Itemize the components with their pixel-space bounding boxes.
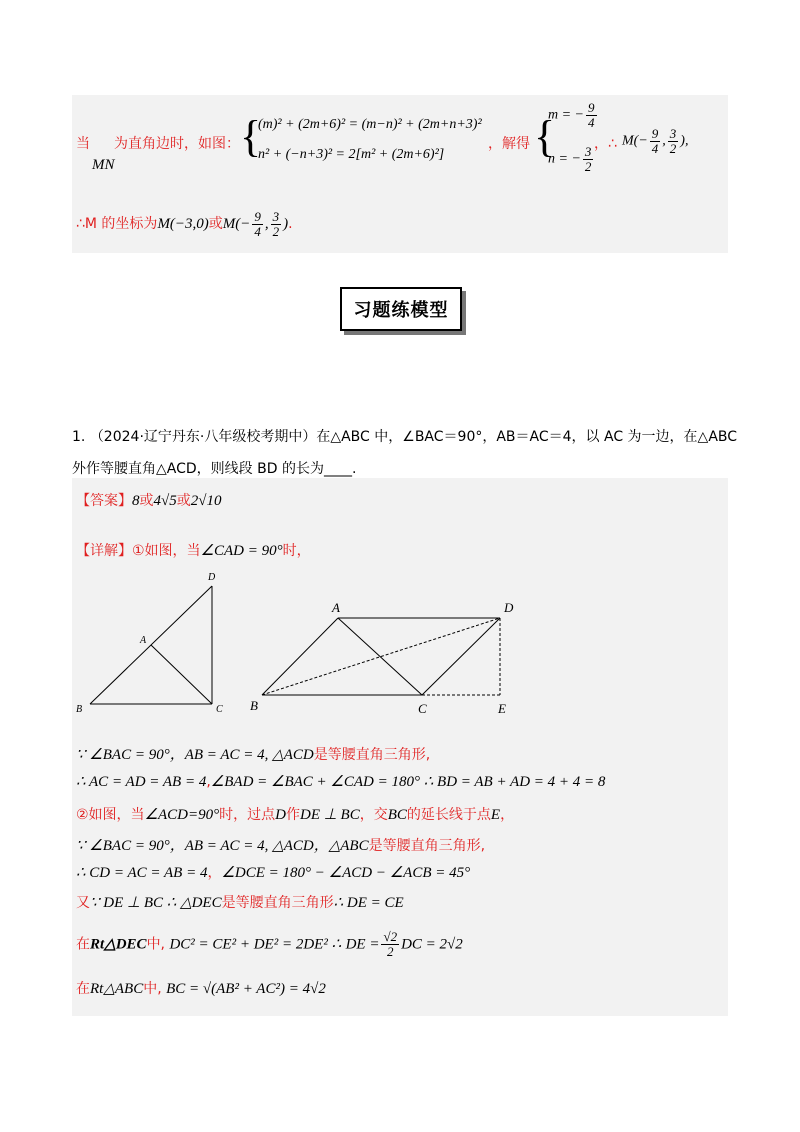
answer-3: 2√10 [190, 493, 222, 509]
l3-cond: ∠ACD=90° [144, 807, 220, 823]
sol-m-frac [586, 101, 597, 130]
l8-math: BC = √(AB² + AC²) = 4√2 [166, 981, 326, 997]
fig2-label-c: C [418, 701, 427, 716]
problem-source: （2024·辽宁丹东·八年级校考期中） [89, 429, 317, 445]
l8-rt: Rt△ABC [90, 981, 144, 997]
fig2-label-a: A [332, 600, 340, 615]
l3-e: E [490, 807, 501, 823]
sol-line-8 [76, 978, 326, 998]
m-point-den2: 2 [669, 141, 677, 156]
sol-line-1 [76, 743, 430, 764]
l3-post: 的延长线于点 [406, 807, 491, 823]
sol-n-den: 2 [584, 159, 592, 174]
dang-text: 当 [76, 136, 90, 152]
case1-post: 时， [282, 543, 311, 559]
solution-n [548, 145, 595, 174]
sol-line-2: ∴ AC = AD = AB = 4,∠BAD = ∠BAC + ∠CAD = 180° ∴ BD = AB + AD = 4 + 4 = 8 [76, 774, 606, 790]
detail-label: 【详解】 [76, 543, 132, 559]
fig1-label-b: B [76, 704, 83, 715]
problem-text-1: 在△ABC 中，∠BAC＝90°，AB＝AC＝4，以 AC 为一边，在△ABC [316, 429, 738, 445]
sol-m-num: 9 [588, 100, 595, 115]
m-point-letter: M [622, 133, 634, 149]
l1-math: ∵ ∠BAC = 90°，AB = AC = 4, △ACD [76, 747, 314, 763]
solution-box-top [72, 95, 728, 253]
equation-2: n² + (−n+3)² = 2[m² + (2m+6)²] [258, 147, 445, 162]
sol-n-text: n = − [548, 151, 581, 167]
sol-line-6 [76, 892, 404, 912]
l4-math: ∵ ∠BAC = 90°，AB = AC = 4, △ACD， [76, 838, 329, 854]
l6-pre: 又 [76, 895, 90, 911]
l5-math2: ∠DCE = 180° − ∠ACD − ∠ACB = 45° [221, 865, 471, 881]
sol-n-frac [583, 145, 594, 174]
l7-frac-den: 2 [387, 944, 394, 959]
coord-line [76, 210, 293, 239]
answer-2: 4√5 [153, 493, 177, 509]
l7-zai: 在 [76, 936, 90, 953]
equation-1: (m)² + (2m+6)² = (m−n)² + (2m+n+3)² [258, 117, 482, 132]
m-point-frac2 [668, 127, 679, 156]
section-title: 习题练模型 [353, 300, 449, 321]
l3-zuo: 作 [285, 807, 300, 823]
m-point-den1: 4 [651, 141, 659, 156]
answer-label: 【答案】 [76, 493, 132, 509]
left-brace-2: { [534, 112, 556, 161]
coord-2: M(− $\frac{9}{4}$ , $\frac{3}{2}$ ) [222, 209, 289, 239]
problem-number: 1. [72, 429, 86, 445]
fig2-label-b: B [250, 698, 258, 713]
l3-bc: BC [387, 807, 407, 823]
coord-prefix: ∴M 的坐标为 [76, 215, 158, 232]
sol-line-7 [76, 930, 463, 959]
l7-math2b: DC = 2√2 [401, 936, 463, 953]
sol-line-5: ∴ CD = AC = AB = 4，∠DCE = 180° − ∠ACD − ∠ACB = 45° [76, 865, 471, 881]
left-brace-1: { [240, 112, 262, 161]
l6-text: 是等腰直角三角形 [221, 895, 334, 911]
l2-math2: ∠BAD = ∠BAC + ∠CAD = 180° ∴ BD = AB + AD = 4 + 4 = 8 [210, 774, 606, 790]
l4-text: 是等腰直角三角形, [368, 838, 486, 854]
l3-pre: ②如图，当 [76, 807, 145, 823]
section-title-box [340, 287, 462, 331]
l3-jiao: ，交 [359, 807, 388, 823]
answer-or-2: 或 [176, 493, 191, 509]
l7-zhong: 中, [146, 936, 166, 953]
sol-line-3 [76, 804, 514, 824]
l7-math2a: DE = [345, 936, 380, 953]
sol-line-4 [76, 834, 485, 855]
l3-mid: 时，过点 [219, 807, 276, 823]
l7-math: DC² = CE² + DE² = 2DE² ∴ [169, 936, 342, 953]
coord-or: 或 [208, 215, 223, 232]
fig2-label-d: D [504, 600, 514, 615]
jiede-text: ，解得 [488, 136, 530, 152]
l6-math: ∵ DE ⊥ BC ∴ △DEC [90, 895, 222, 911]
l7-frac-num: √2 [383, 929, 398, 944]
fig2-label-e: E [498, 701, 506, 716]
answer-line [76, 490, 221, 510]
solution-box-main [72, 478, 728, 1016]
answer-1: 8 [132, 493, 140, 509]
coord-1: M(−3,0) [157, 215, 209, 232]
sol-m-text: m = − [548, 107, 585, 123]
mn-label: MN [92, 157, 115, 173]
l8-zhong: 中, [143, 981, 162, 997]
l3-perp: DE ⊥ BC [299, 807, 360, 823]
solution-m [548, 101, 599, 130]
l7-frac [381, 930, 399, 959]
m-point-frac1 [650, 127, 661, 156]
l6-math2: ∴ DE = CE [333, 895, 404, 911]
m-point-num2: 3 [669, 126, 677, 141]
sol-m-den: 4 [588, 115, 595, 130]
l2-math: ∴ AC = AD = AB = 4 [76, 774, 207, 790]
therefore-1: ，∴ [594, 136, 617, 152]
case1-pre: ①如图，当 [132, 543, 201, 559]
case1-cond: ∠CAD = 90° [200, 543, 283, 559]
problem-line-2: 外作等腰直角△ACD，则线段 BD 的长为____. [72, 461, 357, 477]
detail-line [76, 540, 311, 560]
m-point: M(− $\frac{9}{4}$ , $\frac{3}{2}$ ), [622, 126, 689, 156]
sol-n-num: 3 [584, 144, 592, 159]
l3-end: ， [500, 807, 515, 823]
l4-tri: △ABC [328, 838, 369, 854]
l1-text: 是等腰直角三角形, [313, 747, 431, 763]
l3-d: D [275, 807, 286, 823]
wei-text: 为直角边时，如图： [114, 136, 240, 152]
fig1-label-a: A [140, 635, 147, 646]
coord-period: . [288, 215, 293, 232]
l7-rt: Rt△DEC [90, 936, 147, 953]
m-point-num1: 9 [651, 126, 659, 141]
figure-2 [242, 598, 532, 718]
problem-line-1 [72, 426, 737, 446]
fig1-label-c: C [216, 704, 223, 715]
fig1-label-d: D [208, 572, 216, 583]
l5-math: ∴ CD = AC = AB = 4 [76, 865, 208, 881]
answer-or-1: 或 [139, 493, 154, 509]
l8-zai: 在 [76, 981, 90, 997]
